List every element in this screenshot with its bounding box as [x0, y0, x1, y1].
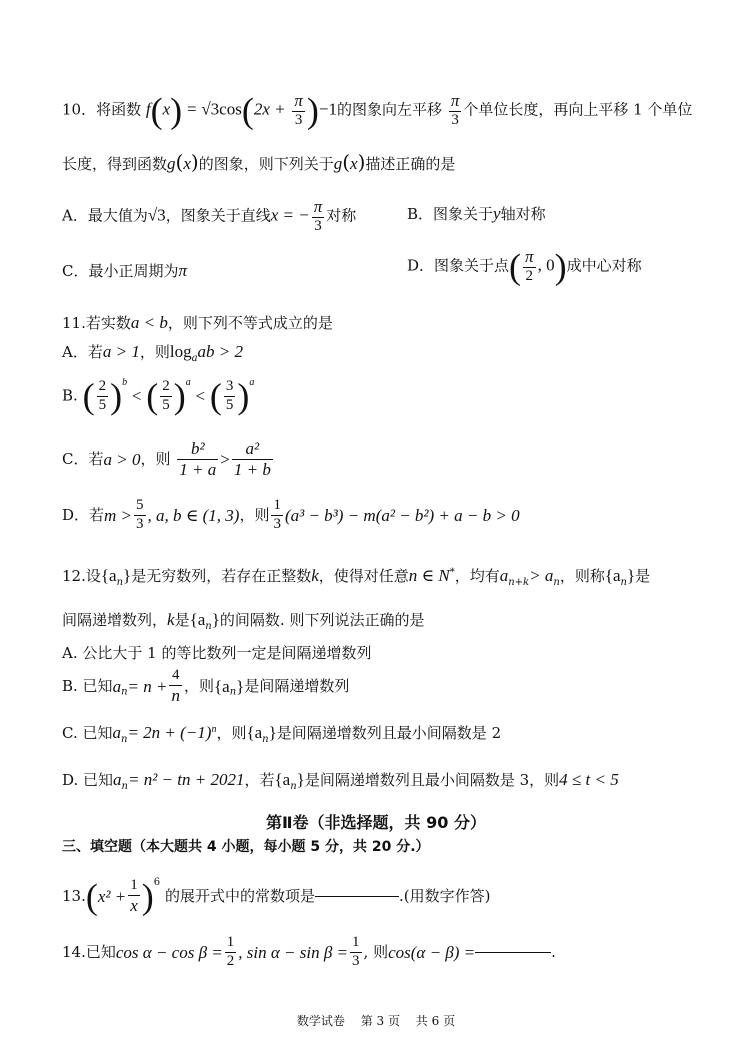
q10-text1: 的图象向左平移: [337, 100, 443, 119]
q10-g2: g: [333, 154, 343, 173]
q13-answer-blank[interactable]: [315, 896, 399, 897]
q10-frac-pi3: $\frac{\pi}{3}$: [294, 91, 303, 128]
q11-option-c: C．若a > 0，则 $\frac{\text{b²}}{1 + a}$ > $\frac{\text{a²}}{1 + b}$: [62, 439, 271, 479]
q10-option-a: A．最大值为√3，图象关于直线x = − $\frac{\pi}{3}$ 对称: [62, 197, 357, 234]
q10-option-d: D．图象关于点( $\frac{\pi}{2}$ , 0)成中心对称: [407, 246, 642, 287]
q10-option-b: B．图象关于y轴对称: [407, 204, 546, 223]
q12-option-d: D. 已知$a_n= n^2$ − tn + 2021，若$\{a_n\}$是间隔递增数列且最小间隔数是 3，则4 ≤ t < 5: [62, 770, 619, 792]
q13: 13.(x² + $\frac{1}{x}$ )$^6$ 的展开式中的常数项是 .(用数字作答): [62, 876, 491, 917]
q12-option-c: C. 已知$a_n= 2n + (-1)^n$，则$\{a_n\}$是间隔递增数列且最小间隔数是 2: [62, 723, 502, 745]
q10-f: f: [145, 99, 151, 119]
q10-option-c: C．最小正周期为π: [62, 261, 188, 280]
part2-title: 第Ⅱ卷（非选择题，共 90 分）: [266, 813, 486, 832]
q10-text4: 的图象，则下列关于: [198, 155, 334, 173]
q10-line1: 10．将函数 f(x) = √3cos(2x + $\frac{\pi}{3}$ )−1的图象向左平移 $\frac{\pi}{3}$ 个单位长度，再向上平移 1 个单位: [62, 90, 693, 131]
q10-g: g: [167, 154, 176, 173]
q14: 14.已知cos α − cos β = $\frac{1}{2}$ , sin α − sin β = $\frac{1}{3}$ , 则cos(α − β) = .: [62, 934, 556, 969]
q10-text2: 个单位长度，再向上平移 1 个单位: [463, 100, 693, 119]
q11-option-b: B. ( $\frac{2}{5}$ )$^b$ < ( $\frac{2}{5}$ )$^a$ < ( $\frac{3}{5}$ )$^a$: [62, 376, 255, 416]
q11-option-d: D．若m > $\frac{5}{3}$ , a, b ∈ (1, 3)，则 $\frac{1}{3}$ (a³ − b³) − m(a² − b²) + a − b > 0: [62, 497, 520, 532]
q14-answer-blank[interactable]: [475, 952, 551, 953]
q10-text3: 长度，得到函数: [62, 155, 168, 173]
q10-line2: 长度，得到函数g(x)的图象，则下列关于g(x)描述正确的是: [62, 150, 456, 174]
q10-cos: cos: [219, 99, 242, 119]
q10-minus1: −1: [318, 99, 338, 119]
q12-line1: 12.设$\{a_n\}$是无穷数列，若存在正整数k，使得对任意n ∈ N*，均有$a_{n+k}> a_n$，则称$\{a_n\}$是: [62, 566, 651, 588]
q12-line2: 间隔递增数列，k是$\{a_n\}$的间隔数. 则下列说法正确的是: [62, 610, 425, 632]
q12-option-a: A. 公比大于 1 的等比数列一定是间隔递增数列: [62, 644, 372, 662]
q12-option-b: B. 已知$a_n= n$ + $\frac{4}{n}$ ，则$\{a_n\}$是间隔递增数列: [62, 667, 350, 705]
page-footer: 数学试卷 第 3 页 共 6 页: [296, 1014, 456, 1028]
q10-text5: 描述正确的是: [365, 155, 456, 173]
section3-heading: 三、填空题（本大题共 4 小题，每小题 5 分，共 20 分.）: [62, 839, 430, 855]
q10-number: 10．将函数: [62, 100, 142, 119]
q10-sqrt3: √3: [201, 99, 220, 119]
q11-stem: 11.若实数a < b，则下列不等式成立的是: [62, 313, 333, 332]
q10-frac-shift: $\frac{\pi}{3}$: [450, 91, 460, 128]
q10-inner: 2x +: [253, 99, 286, 119]
q11-option-a: A．若a > 1，则$\log_aab > 2$: [62, 342, 244, 364]
